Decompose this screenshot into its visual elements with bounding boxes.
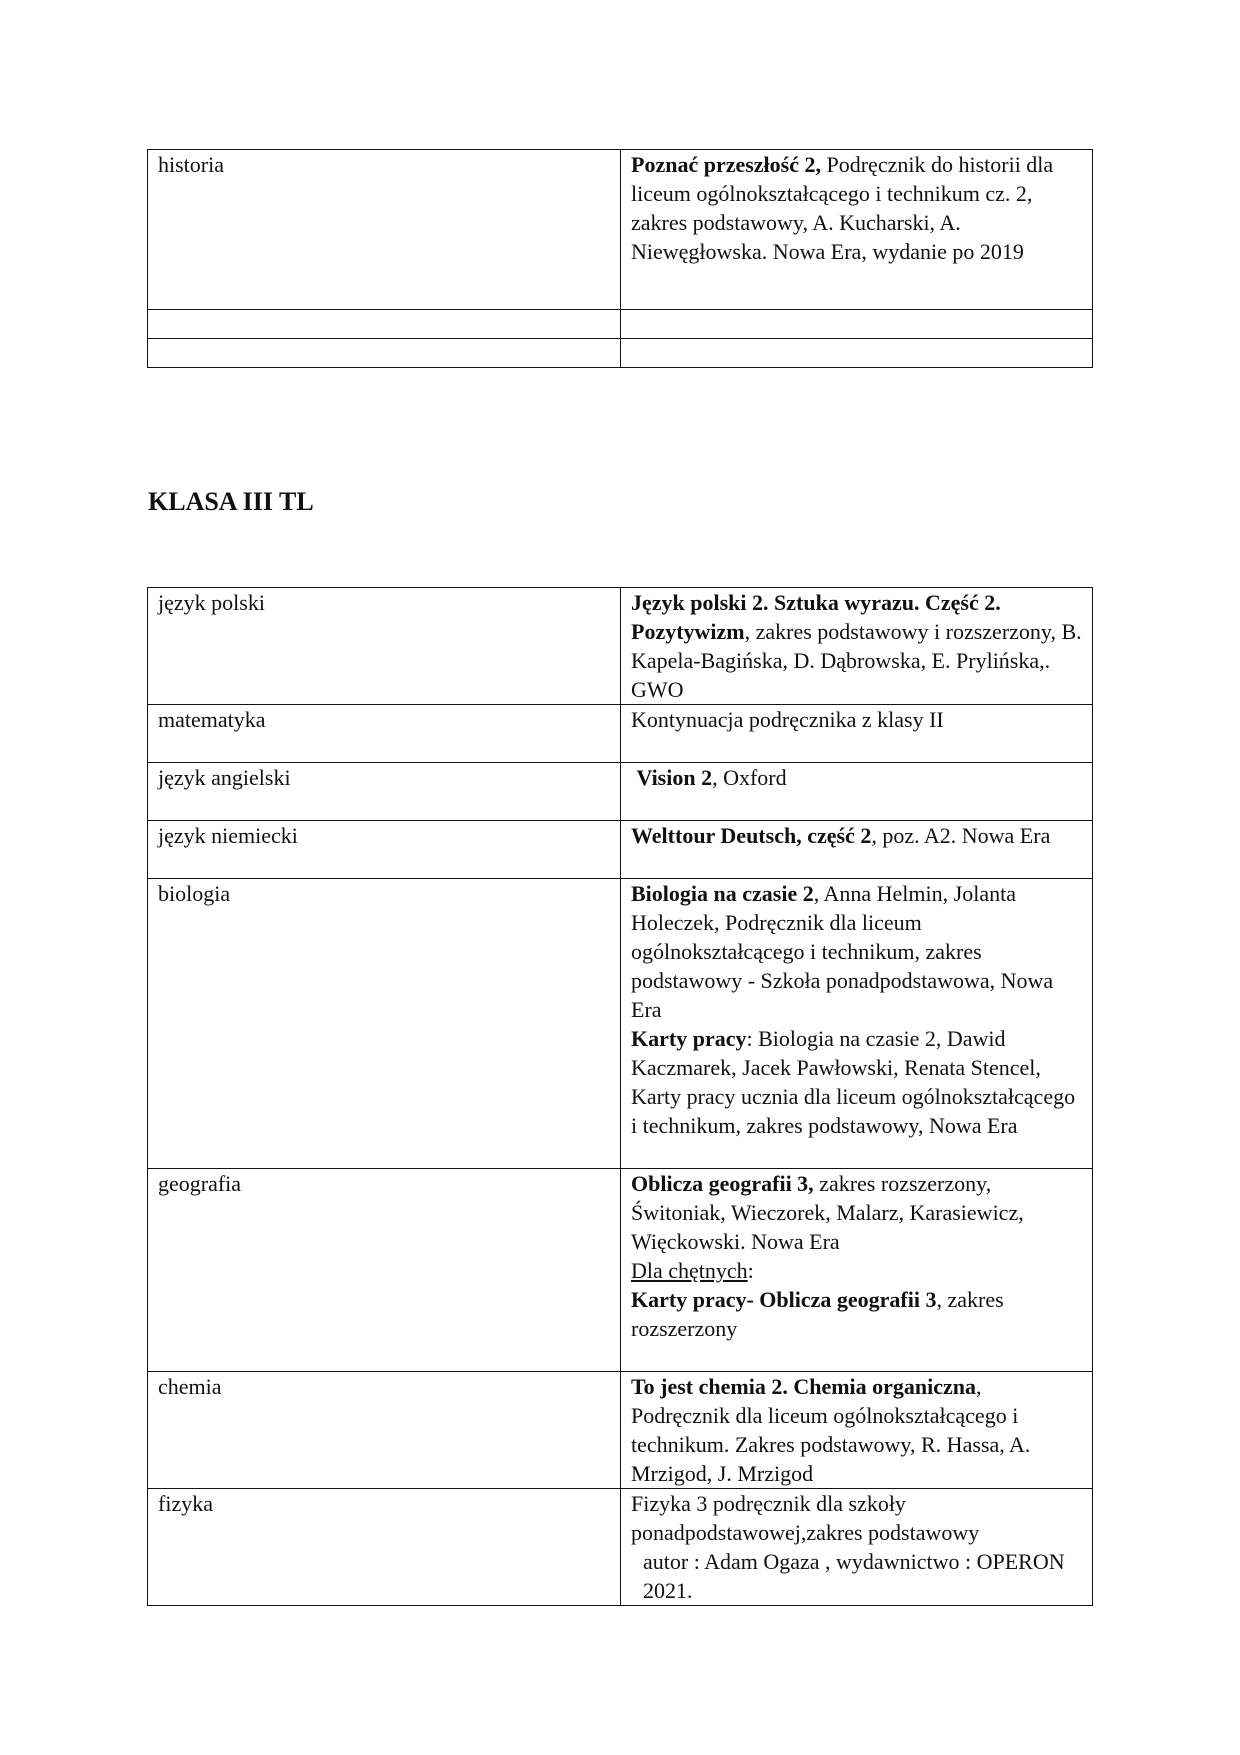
book-title: Poznać przeszłość 2, — [631, 152, 821, 177]
subject-cell: język niemiecki — [148, 821, 621, 879]
textbook-cell: Język polski 2. Sztuka wyrazu. Część 2. Pozytywizm, zakres podstawowy i rozszerzony, B. Kapela-Bagińska, D. Dąbrowska, E. Prylińska,. GWO — [621, 588, 1093, 705]
book-title: Biologia na czasie 2 — [631, 881, 814, 906]
table-row — [148, 150, 1093, 310]
book-title: To jest chemia 2. Chemia organiczna — [631, 1374, 977, 1399]
table-row-empty — [148, 339, 1093, 368]
subject-cell: język polski — [148, 588, 621, 705]
table-row — [148, 879, 1093, 1169]
physics-book-line: Fizyka 3 podręcznik dla szkoły ponadpodstawowej,zakres podstawowy — [631, 1491, 980, 1545]
table-row — [148, 821, 1093, 879]
book-title: Welttour Deutsch, część 2 — [631, 823, 872, 848]
subject-cell: geografia — [148, 1169, 621, 1372]
subject-cell — [148, 339, 621, 368]
textbook-cell: Kontynuacja podręcznika z klasy II — [621, 705, 1093, 763]
textbook-table-continued — [147, 149, 1093, 368]
textbook-cell: Welttour Deutsch, część 2, poz. A2. Nowa Era — [621, 821, 1093, 879]
textbook-cell: Oblicza geografii 3, zakres rozszerzony, Świtoniak, Wieczorek, Malarz, Karasiewicz, Więckowski. Nowa Era Dla chętnych: Karty pracy- Oblicza geografii 3, zakres rozszerzony — [621, 1169, 1093, 1372]
book-title: Vision 2 — [636, 765, 713, 790]
textbook-table — [147, 587, 1093, 1606]
subject-cell: biologia — [148, 879, 621, 1169]
class-heading: KLASA III TL — [148, 487, 314, 516]
subject-cell: historia — [148, 150, 621, 310]
physics-author-line: autor : Adam Ogaza , wydawnictwo : OPERON 2021. — [643, 1549, 1065, 1603]
table-row — [148, 1489, 1093, 1606]
textbook-cell: Poznać przeszłość 2, Podręcznik do historii dla liceum ogólnokształcącego i technikum cz. 2, zakres podstawowy, A. Kucharski, A. Niewęgłowska. Nowa Era, wydanie po 2019 — [621, 150, 1093, 310]
subject-cell: język angielski — [148, 763, 621, 821]
table-row — [148, 763, 1093, 821]
subject-cell: matematyka — [148, 705, 621, 763]
table-row-empty — [148, 310, 1093, 339]
book-title: Oblicza geografii 3, — [631, 1171, 814, 1196]
worksheet-label: Karty pracy- Oblicza geografii 3 — [631, 1287, 937, 1312]
optional-line: Dla chętnych: — [631, 1258, 754, 1283]
worksheet-line: Karty pracy: Biologia na czasie 2, Dawid Kaczmarek, Jacek Pawłowski, Renata Stencel, Karty pracy ucznia dla liceum ogólnokształcącego i technikum, zakres podstawowy, Nowa Era — [631, 1026, 1076, 1138]
textbook-cell — [621, 1489, 1093, 1606]
textbook-cell — [621, 310, 1093, 339]
table-row — [148, 1372, 1093, 1489]
textbook-cell: To jest chemia 2. Chemia organiczna, Podręcznik dla liceum ogólnokształcącego i technikum. Zakres podstawowy, R. Hassa, A. Mrzigod, J. Mrzigod — [621, 1372, 1093, 1489]
worksheet-label: Karty pracy — [631, 1026, 747, 1051]
book-title: Język polski 2. Sztuka wyrazu. Część 2. Pozytywizm — [631, 590, 1001, 644]
subject-cell — [148, 310, 621, 339]
table-row — [148, 1169, 1093, 1372]
textbook-cell: Biologia na czasie 2, Anna Helmin, Jolanta Holeczek, Podręcznik dla liceum ogólnokształcącego i technikum, zakres podstawowy - Szkoła ponadpodstawowa, Nowa Era Karty pracy: Biologia na czasie 2, Dawid Kaczmarek, Jacek Pawłowski, Renata Stencel, Karty pracy ucznia dla liceum ogólnokształcącego i technikum, zakres podstawowy, Nowa Era — [621, 879, 1093, 1169]
worksheet-line: Karty pracy- Oblicza geografii 3, zakres rozszerzony — [631, 1287, 1004, 1341]
table-row — [148, 588, 1093, 705]
textbook-cell — [621, 339, 1093, 368]
optional-label: Dla chętnych — [631, 1258, 748, 1283]
table-row — [148, 705, 1093, 763]
subject-cell: chemia — [148, 1372, 621, 1489]
subject-cell: fizyka — [148, 1489, 621, 1606]
textbook-cell: Vision 2, Oxford — [621, 763, 1093, 821]
